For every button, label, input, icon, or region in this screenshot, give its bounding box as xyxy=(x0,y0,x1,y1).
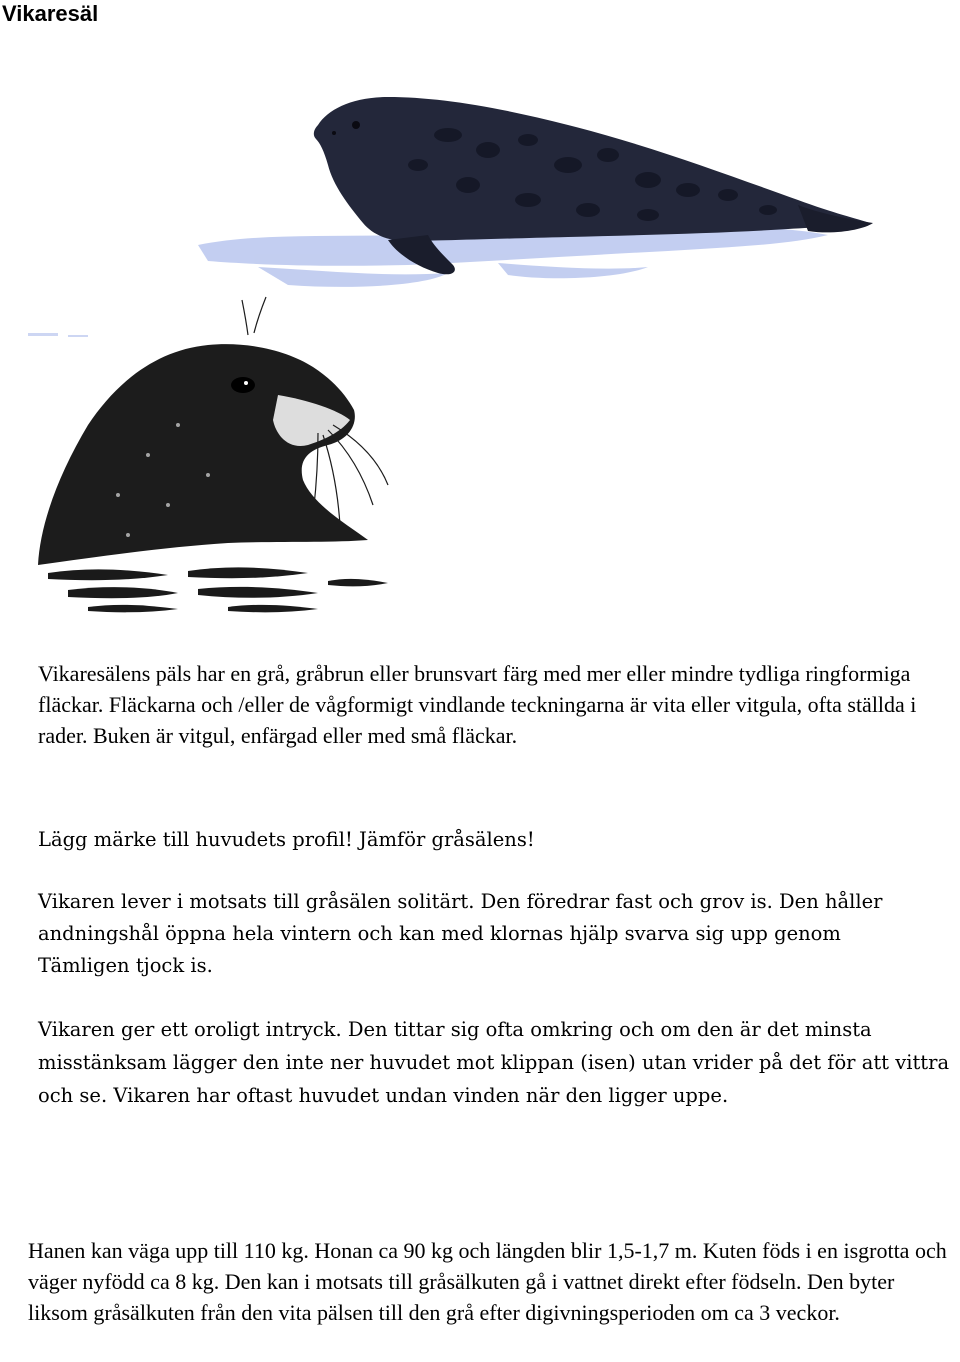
paragraph-behaviour: Vikaren ger ett oroligt intryck. Den tittar sig ofta omkring och om den är det minsta misstänksam lägger den inte ner huvudet mot klippan (isen) utan vrider på det för att vittra och se. Vikaren har oftast huvudet undan vinden när den ligger uppe. xyxy=(38,1018,950,1107)
paragraph-fur-description: Vikaresälens päls har en grå, gråbrun eller brunsvart färg med mer eller mindre tydliga ringformiga fläckar. Fläckarna och /eller de vågformigt vindlande teckningarna är vita eller vitgula, ofta ställda i rader. Buken är vitgul, enfärgad eller med små fläckar. xyxy=(38,661,917,748)
paragraph-weight-pups: Hanen kan väga upp till 110 kg. Honan ca 90 kg och längden blir 1,5-1,7 m. Kuten föds i en isgrotta och väger nyfödd ca 8 kg. Den kan i motsats till gråsälkuten gå i vattnet direkt efter födseln. Den byter liksom gråsälkuten från den vita pälsen till den grå efter digivningsperioden om ca 3 veckor. xyxy=(28,1238,947,1325)
seal-head xyxy=(38,297,388,565)
page-title: Vikaresäl xyxy=(2,1,99,26)
ice-line xyxy=(28,333,88,337)
seal-illustration xyxy=(28,95,916,620)
paragraph-head-profile: Lägg märke till huvudets profil! Jämför gråsälens! xyxy=(38,828,535,851)
seal-drawing xyxy=(28,95,916,620)
paragraph-habitat: Vikaren lever i motsats till gråsälen solitärt. Den föredrar fast och grov is. Den håller andningshål öppna hela vintern och kan med klornas hjälp svarva sig upp genom Tämligen tjock is. xyxy=(38,890,883,977)
water-ripples xyxy=(48,567,388,612)
